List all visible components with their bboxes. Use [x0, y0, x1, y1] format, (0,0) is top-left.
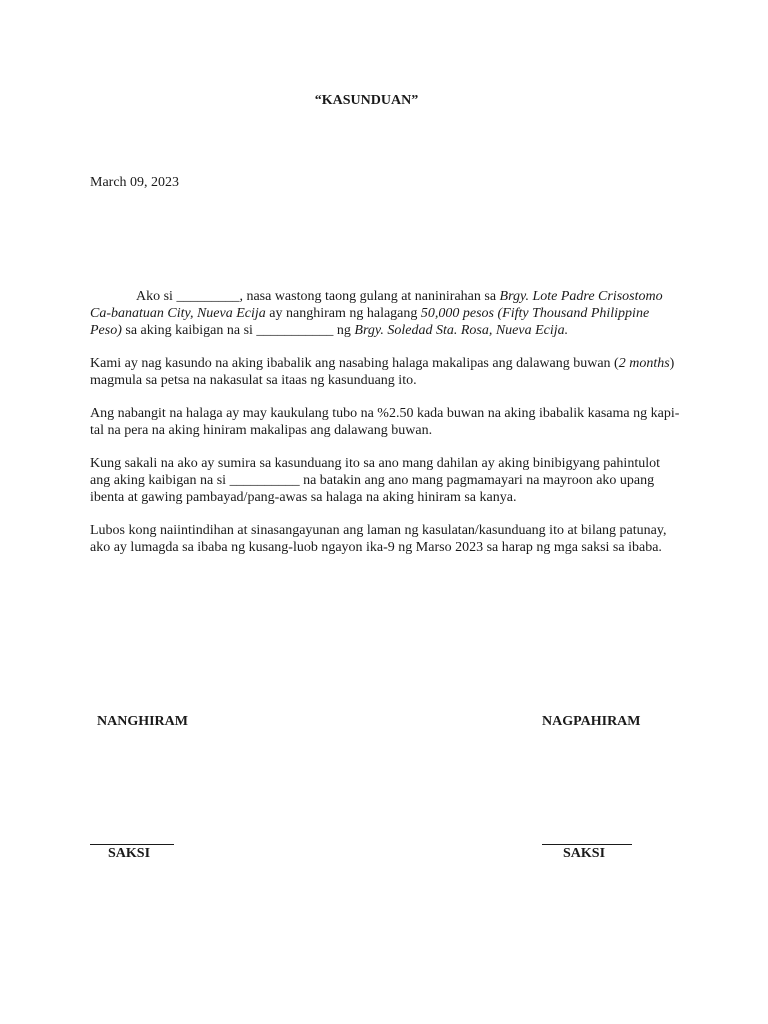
paragraph-4: Kung sakali na ako ay sumira sa kasunduang ito sa ano mang dahilan ay aking binibigyang pahintulot ang aking kaibigan na si __________ na batakin ang ano mang pagmamayari na mayroon ako upang ibenta at gawing pambayad/pang-awas sa halaga na aking hiniram sa kanya.	[90, 456, 660, 505]
paragraph-1-text-c: ay nanghiram ng halagang	[265, 306, 421, 321]
paragraph-1-address-lender: Brgy. Soledad Sta. Rosa, Nueva Ecija.	[354, 323, 569, 338]
witness-label-right: SAKSI	[563, 846, 606, 861]
paragraph-2-duration: 2 months	[618, 356, 670, 371]
paragraph-1-text-a: Ako si _________, nasa wastong taong gulang at naninirahan sa	[136, 289, 500, 304]
paragraph-1-text-e: sa aking kaibigan na si ___________ ng	[121, 323, 355, 338]
paragraph-1-address-borrower: Brgy. Lote Padre Crisostomo Ca-banatuan City, Nueva Ecija	[90, 289, 663, 321]
signature-label-lender: NAGPAHIRAM	[542, 714, 641, 729]
witness-signature-line-right	[542, 844, 632, 845]
document-date: March 09, 2023	[90, 175, 180, 190]
paragraph-5: Lubos kong naiintindihan at sinasangayunan ang laman ng kasulatan/kasunduang ito at bilang patunay, ako ay lumagda sa ibaba ng kusang-luob ngayon ika-9 ng Marso 2023 sa harap ng mga saksi sa ibaba.	[90, 523, 667, 555]
paragraph-1	[90, 288, 680, 339]
witness-label-left: SAKSI	[108, 846, 151, 861]
paragraph-3: Ang nabangit na halaga ay may kaukulang tubo na %2.50 kada buwan na aking ibabalik kasama ng kapi-tal na pera na aking hiniram makalipas ang dalawang buwan.	[90, 406, 680, 438]
document-title: “KASUNDUAN”	[314, 93, 419, 108]
paragraph-2-text-a: Kami ay nag kasundo na aking ibabalik ang nasabing halaga makalipas ang dalawang buwan (	[90, 356, 619, 371]
paragraph-1-amount: 50,000 pesos (Fifty Thousand Philippine Peso)	[90, 306, 650, 338]
witness-signature-line-left	[90, 844, 174, 845]
paragraph-2	[90, 355, 680, 389]
signature-label-borrower: NANGHIRAM	[97, 714, 188, 729]
document-body	[90, 288, 680, 572]
paragraph-2-text-c: ) magmula sa petsa na nakasulat sa itaas ng kasunduang ito.	[90, 356, 675, 388]
